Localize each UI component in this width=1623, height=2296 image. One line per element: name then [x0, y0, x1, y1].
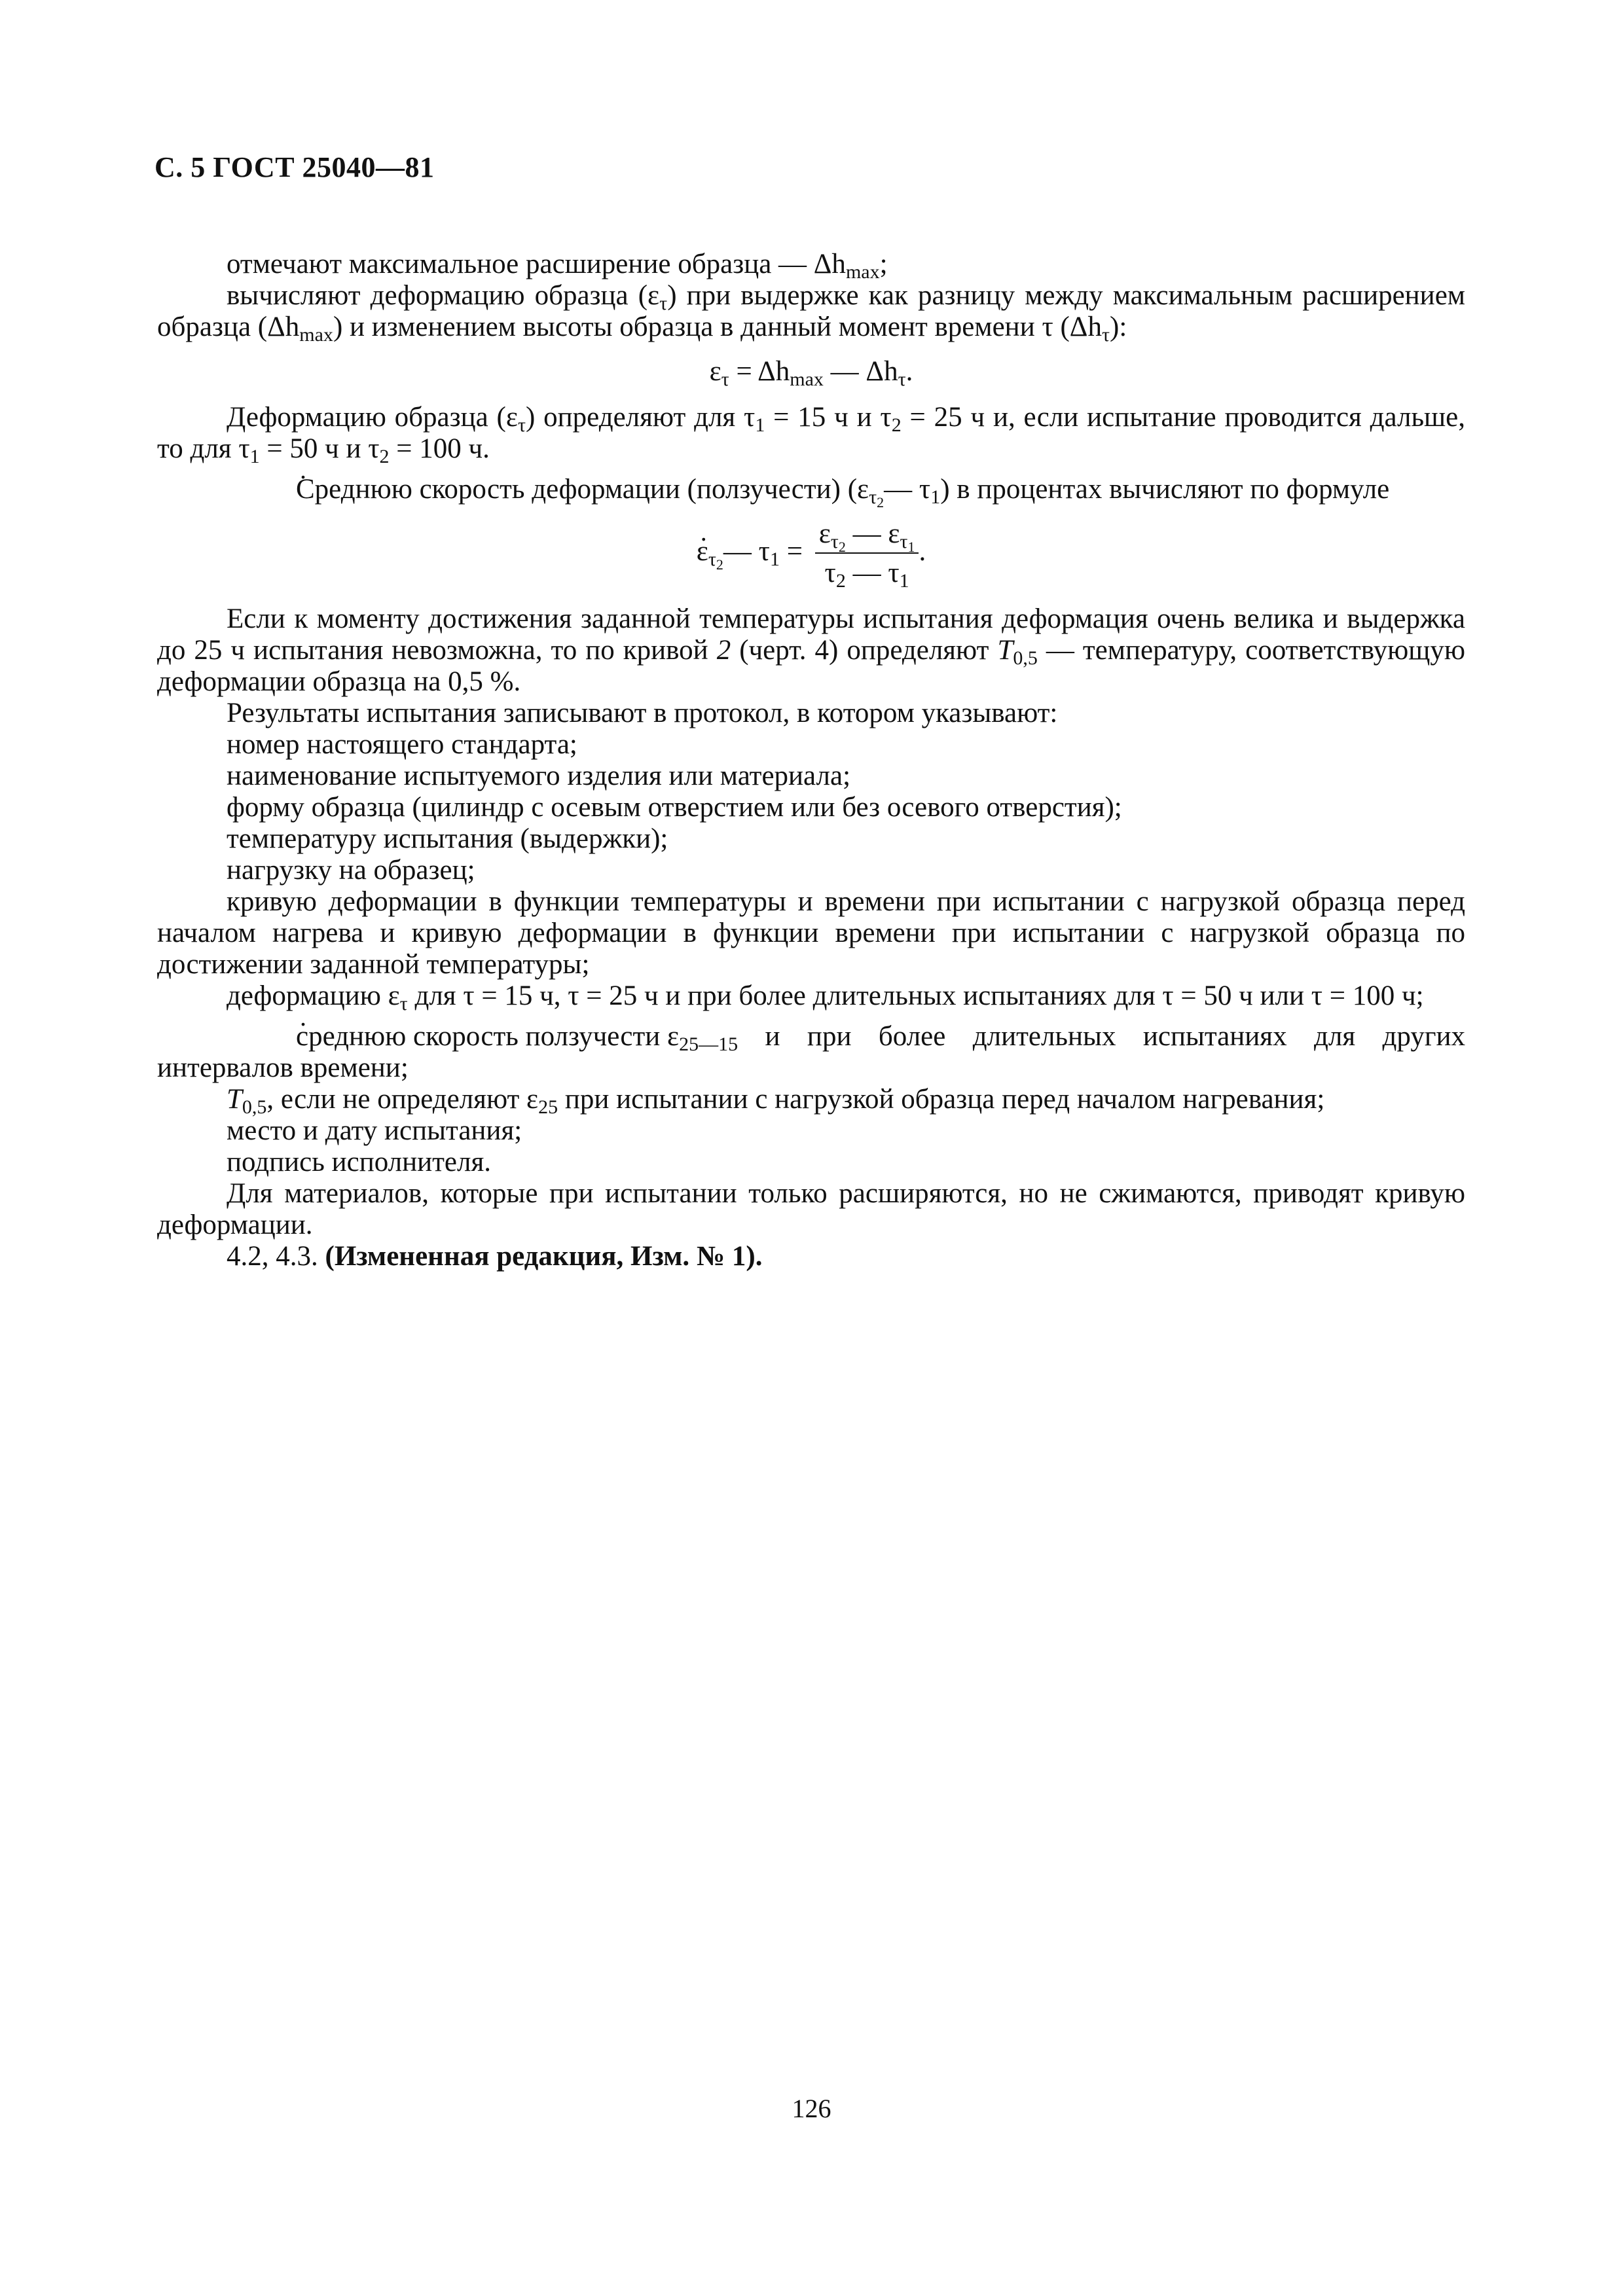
- amendment-note: 4.2, 4.3. (Измененная редакция, Изм. № 1).: [227, 1241, 763, 1272]
- paragraph: Если к моменту достижения заданной температуры испытания деформация очень велика и выдержка до 25 ч испытания невозможна, то по кривой 2 (черт. 4) определяют $T_{0,5}$ — температуру, соответствующую деформации образца на 0,5 %.: [157, 603, 1466, 697]
- list-item: температуру испытания (выдержки);: [227, 823, 668, 854]
- list-item: форму образца (цилиндр с осевым отверстием или без осевого отверстия);: [227, 792, 1122, 823]
- paragraph: вычисляют деформацию образца $(\varepsilon_\tau)$ при выдержке как разницу между максимальным расширением образца $(\Delta h_{max})$ и изменением высоты образца в данный момент времени τ $(\Delta h_\tau)$:: [157, 280, 1465, 346]
- list-item: $T_{0,5}$, если не определяют $\varepsilon_{25}$ при испытании с нагрузкой образца перед началом нагревания;: [227, 1084, 1325, 1118]
- formula-deformation: $\varepsilon_\tau = \Delta h_{max}$ — $\Delta h_\tau$.: [709, 356, 913, 390]
- document-body: [157, 249, 1465, 1272]
- page-number: 126: [792, 2094, 831, 2123]
- fraction-numerator: $\varepsilon_{\tau_2}$ — $\varepsilon_{\tau_1}$: [815, 518, 919, 554]
- list-item: нагрузку на образец;: [227, 855, 475, 886]
- paragraph: Деформацию образца $(\varepsilon_\tau)$ определяют для $\tau_1 = 15$ ч и $\tau_2 = 25$ ч и, если испытание проводится дальше, то для $\tau_1 = 50$ ч и $\tau_2 = 100$ ч.: [157, 402, 1466, 467]
- list-item: кривую деформации в функции температуры и времени при испытании с нагрузкой образца перед началом нагрева и кривую деформации в функции времени при испытании с нагрузкой образца по достижении заданной температуры;: [157, 886, 1465, 980]
- paragraph: отмечают максимальное расширение образца — $\Delta h_{max}$;: [227, 249, 888, 283]
- paragraph: Результаты испытания записывают в протокол, в котором указывают:: [227, 698, 1058, 728]
- fraction: [815, 518, 919, 592]
- list-item: . среднюю скорость ползучести $\varepsilon_{25—15}$ и при более длительных испытаниях для других интервалов времени;: [157, 1021, 1465, 1084]
- list-item: место и дату испытания;: [227, 1115, 522, 1146]
- list-item: подпись исполнителя.: [227, 1147, 492, 1177]
- list-item: деформацию $\varepsilon_\tau$ для τ = 15 ч, τ = 25 ч и при более длительных испытаниях для τ = 50 ч или τ = 100 ч;: [227, 980, 1424, 1014]
- fraction-denominator: $\tau_2$ — $\tau_1$: [824, 558, 909, 592]
- page-header: С. 5 ГОСТ 25040—81: [155, 151, 435, 183]
- paragraph: . Среднюю скорость деформации (ползучести) ($\varepsilon_{\tau_2}—$ $\tau_1$) в процентах вычисляют по формуле: [157, 474, 1465, 505]
- formula-creep-rate: . $\varepsilon_{\tau_2}—$ $\tau_1$ = $\frac{\varepsilon_{\tau_2} — \varepsilon_{\tau_1}}{\tau_2 — \tau_1}$ .: [157, 518, 1465, 589]
- list-item: номер настоящего стандарта;: [227, 729, 577, 760]
- paragraph: Для материалов, которые при испытании только расширяются, но не сжимаются, приводят кривую деформации.: [157, 1178, 1465, 1240]
- list-item: наименование испытуемого изделия или материала;: [227, 761, 851, 791]
